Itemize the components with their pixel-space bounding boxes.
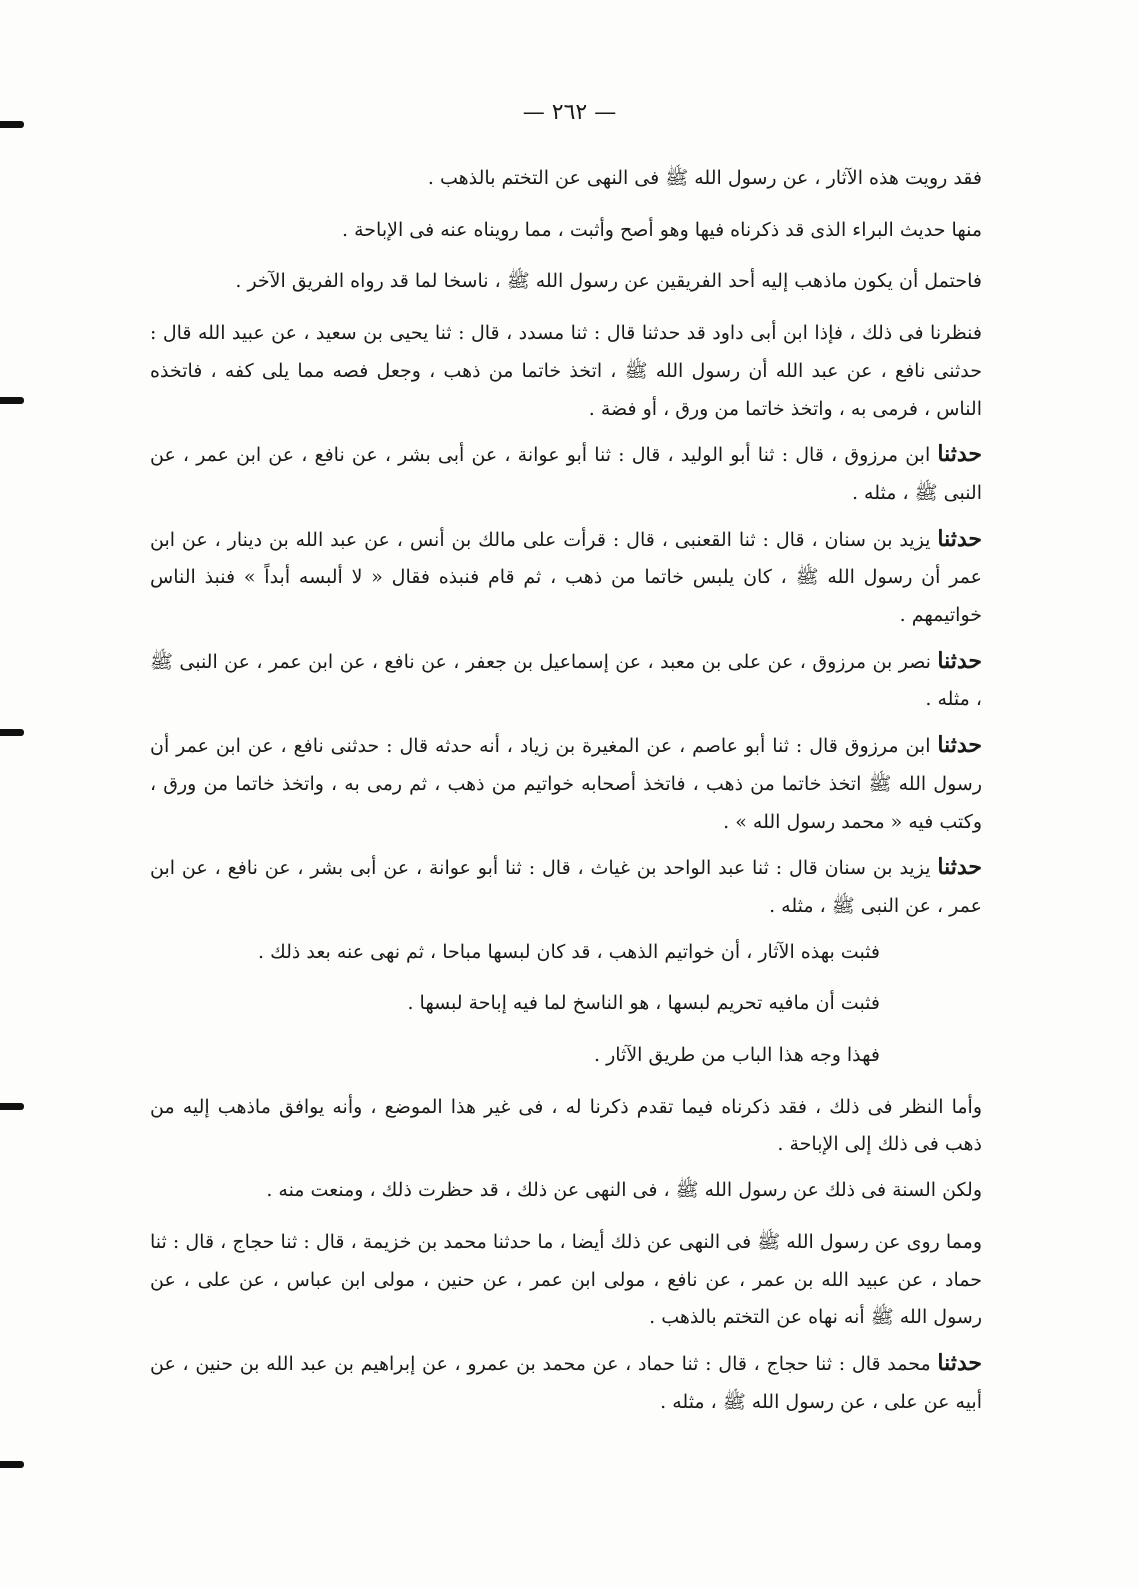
hadith-lead-word: حدثنا [937,647,982,674]
paragraph-text: منها حديث البراء الذى قد ذكرناه فيها وهو أصح وأثبت ، مما رويناه عنه فى الإباحة . [342,218,982,241]
paragraph [150,985,1010,1023]
paragraph [150,849,1010,925]
page-number: — ٢٦٢ — [522,100,617,125]
paragraph-text: فثبت أن مافيه تحريم لبسها ، هو الناسخ لما فيه إباحة لبسها . [407,992,880,1015]
paragraph-text: ولكن السنة فى ذلك عن رسول الله ﷺ ، فى النهى عن ذلك ، قد حظرت ذلك ، ومنعت منه . [266,1179,982,1202]
paragraph [150,1224,1010,1337]
hadith-lead-word: حدثنا [937,854,982,881]
paragraph-text: ابن مرزوق ، قال : ثنا أبو الوليد ، قال : ثنا أبو عوانة ، عن أبى بشر ، عن نافع ، عن ابن عمر ، عن النبى ﷺ ، مثله . [150,444,982,504]
paragraph [150,1089,1010,1164]
paragraph [150,315,1010,428]
binding-mark [0,729,24,736]
paragraph [150,1037,1010,1075]
paragraph-text: فاحتمل أن يكون ماذهب إليه أحد الفريقين عن رسول الله ﷺ ، ناسخا لما قد رواه الفريق الآخر . [235,270,982,293]
paragraph-text: وأما النظر فى ذلك ، فقد ذكرناه فيما تقدم ذكرنا له ، فى غير هذا الموضع ، وأنه يوافق ماذهب إليه من ذهب فى ذلك إلى الإباحة . [150,1095,982,1156]
paragraph [150,160,1010,198]
paragraph [150,1172,1010,1210]
paragraph-text: فنظرنا فى ذلك ، فإذا ابن أبى داود قد حدثنا قال : ثنا مسدد ، قال : ثنا يحيى بن سعيد ، عن عبيد الله قال : حدثنى نافع ، عن عبد الله أن رسول الله ﷺ ، اتخذ خاتما من ذهب ، وجعل فصه مما يلى كفه ، فاتخذه الناس ، فرمى به ، واتخذ خاتما من ورق ، أو فضة . [150,322,982,420]
paragraph [150,263,1010,301]
binding-mark [0,397,24,404]
paragraph [150,727,1010,841]
paragraph [150,1345,1010,1421]
main-text [150,160,1010,1429]
paragraph-text: محمد قال : ثنا حجاج ، قال : ثنا حماد ، عن محمد بن عمرو ، عن إبراهيم بن عبد الله بن حنين ، عن أبيه عن على ، عن رسول الله ﷺ ، مثله . [150,1352,982,1413]
paragraph [150,436,1010,512]
paragraph-text: فهذا وجه هذا الباب من طريق الآثار . [593,1044,880,1067]
paragraph-text: فثبت بهذه الآثار ، أن خواتيم الذهب ، قد كان لبسها مباحا ، ثم نهى عنه بعد ذلك . [257,940,880,963]
paragraph [150,934,1010,972]
hadith-lead-word: حدثنا [937,441,982,468]
paragraph [150,212,1010,250]
paragraph-text: فقد رويت هذه الآثار ، عن رسول الله ﷺ فى النهى عن التختم بالذهب . [427,167,982,189]
paragraph-text: ابن مرزوق قال : ثنا أبو عاصم ، عن المغيرة بن زياد ، أنه حدثه قال : حدثنى نافع ، عن ابن عمر أن رسول الله ﷺ اتخذ خاتما من ذهب ، فاتخذ أصحابه خواتيم من ذهب ، ثم رمى به ، واتخذ خاتما من ورق ، وكتب فيه « محمد رسول الله » . [150,735,982,833]
hadith-lead-word: حدثنا [937,525,982,552]
paragraph-text: ومما روى عن رسول الله ﷺ فى النهى عن ذلك أيضا ، ما حدثنا محمد بن خزيمة ، قال : ثنا حجاج ، قال : ثنا حماد ، عن عبيد الله بن عمر ، عن نافع ، مولى ابن عمر ، عن حنين ، مولى ابن عباس ، عن على ، عن رسول الله ﷺ أنه نهاه عن التختم بالذهب . [150,1230,982,1329]
binding-mark [0,1461,24,1468]
hadith-lead-word: حدثنا [937,732,982,759]
paragraph-text: يزيد بن سنان ، قال : ثنا القعنبى ، قال : قرأت على مالك بن أنس ، عن عبد الله بن دينار ، عن ابن عمر أن رسول الله ﷺ ، كان يلبس خاتما من ذهب ، ثم قام فنبذه فقال « لا ألبسه أبداً » فنبذ الناس خواتيمهم . [150,528,982,627]
hadith-lead-word: حدثنا [937,1349,982,1376]
paragraph [150,643,1010,719]
paragraph-text: نصر بن مرزوق ، عن على بن معبد ، عن إسماعيل بن جعفر ، عن نافع ، عن ابن عمر ، عن النبى ﷺ ، مثله . [150,650,982,711]
paragraph-text: يزيد بن سنان قال : ثنا عبد الواحد بن غياث ، قال : ثنا أبو عوانة ، عن أبى بشر ، عن نافع ، عن ابن عمر ، عن النبى ﷺ ، مثله . [150,857,982,917]
binding-mark [0,1103,24,1110]
paragraph [150,521,1010,635]
